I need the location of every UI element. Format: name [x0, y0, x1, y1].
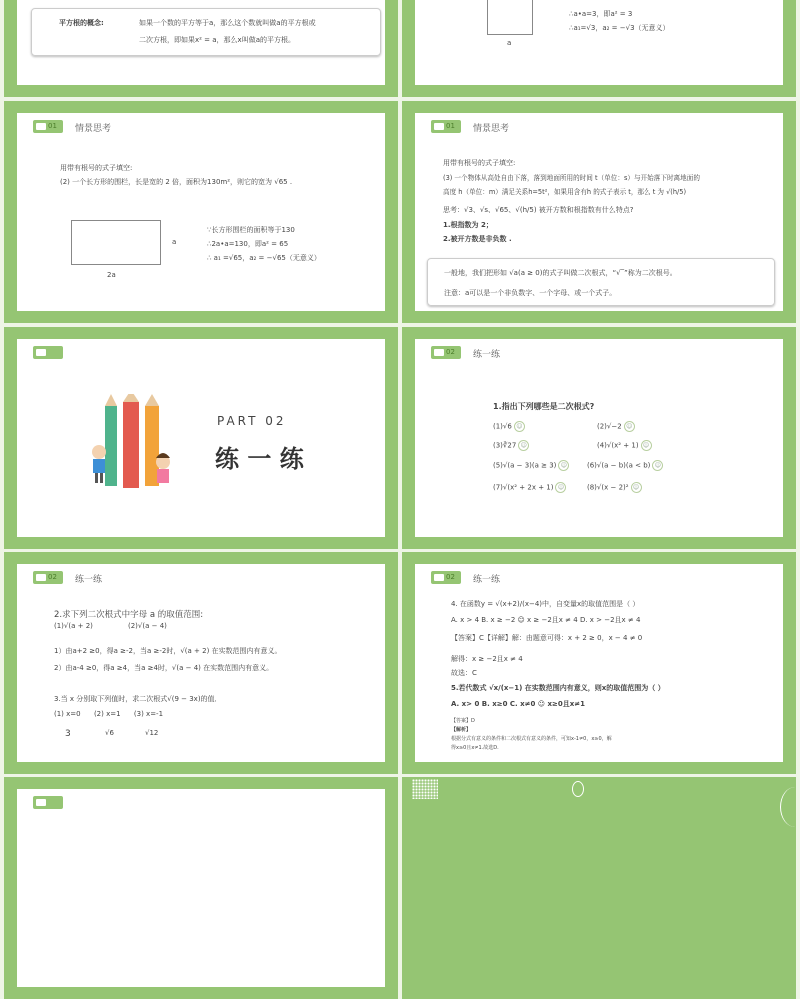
rectangle-diagram	[71, 220, 161, 265]
definition-box	[31, 8, 381, 56]
section-tag	[431, 346, 461, 359]
question-text: 2.求下列二次根式中字母 a 的取值范围:	[54, 610, 204, 620]
slide-thumbnail-5[interactable]	[4, 327, 398, 549]
section-tag	[33, 796, 63, 809]
square-diagram	[487, 0, 533, 35]
answer-line: 【答案】C【详解】解：由题意可得：x + 2 ≥ 0，x − 4 ≠ 0	[451, 634, 643, 642]
tag-square-icon	[434, 349, 444, 356]
smiley-icon: ☺	[555, 482, 566, 493]
option-item: (2)√−2 ☺	[597, 421, 635, 432]
section-tag	[431, 120, 461, 133]
section-tag	[431, 571, 461, 584]
dot-pattern-decoration	[412, 779, 438, 799]
option-item: (4)√(x² + 1) ☺	[597, 440, 652, 451]
definition-line: 二次方根，即如果x² = a，那么x叫做a的平方根。	[139, 36, 295, 44]
slide-canvas	[17, 789, 385, 987]
tag-square-icon	[434, 123, 444, 130]
definition-label: 平方根的概念:	[59, 19, 104, 27]
option-item: (7)√(x² + 2x + 1) ☺	[493, 482, 566, 493]
slide-canvas	[415, 113, 783, 311]
answer-line: 【答案】D	[451, 718, 475, 724]
part-label: PART 02	[217, 414, 287, 428]
side-label: 2a	[107, 271, 116, 279]
definition-line: 如果一个数的平方等于a，那么这个数就叫做a的平方根或	[139, 19, 316, 27]
solution-line: ∴ a₁ =√65，a₂ = −√65（无意义）	[207, 254, 321, 262]
answer-value: √6	[105, 729, 114, 737]
question-text: 3.当 x 分别取下列值时，求二次根式√(9 − 3x)的值．	[54, 695, 222, 703]
slide-title: 练一练	[473, 575, 501, 585]
tag-square-icon	[36, 123, 46, 130]
point-1: 1.根指数为 2；	[443, 221, 493, 229]
smiley-icon: ☺	[518, 440, 529, 451]
slide-thumbnail-2[interactable]	[402, 0, 796, 97]
question-intro: 用带有根号的式子填空:	[60, 164, 133, 172]
smiley-icon: ☺	[514, 421, 525, 432]
analysis-line: 根据分式有意义的条件和二次根式有意义的条件，可知x-1≠0，x≥0，解	[451, 736, 612, 742]
option-item: (5)√(a − 3)(a ≥ 3) ☺	[493, 460, 569, 471]
solution-line: 解得：x ≥ −2且x ≠ 4	[451, 655, 523, 663]
section-title: 练 一 练	[215, 445, 304, 473]
tag-number: 01	[446, 122, 455, 130]
slide-canvas	[415, 339, 783, 537]
side-label: a	[507, 39, 512, 47]
answer-value: √12	[145, 729, 159, 737]
question-text: 高度 h（单位：m）满足关系h=5t²，如果用含有h 的式子表示 t，那么 t 为 √(h/5)	[443, 188, 687, 196]
slide-thumbnail-10[interactable]	[402, 777, 796, 999]
arc-decoration	[780, 787, 800, 827]
tag-square-icon	[36, 574, 46, 581]
tag-square-icon	[36, 799, 46, 806]
slide-thumbnail-1[interactable]	[4, 0, 398, 97]
slide-thumbnail-6[interactable]	[402, 327, 796, 549]
smiley-icon: ☺	[641, 440, 652, 451]
sub-question: (1)√(a + 2)	[54, 622, 93, 630]
think-prompt: 思考：√3、√s、√65、√(h/5) 被开方数和根指数有什么特点?	[443, 206, 634, 214]
solution-line: ∵长方形围栏的面积等于130	[207, 226, 295, 234]
slide-title: 情景思考	[473, 124, 510, 134]
choice-line: 故选：C	[451, 669, 477, 677]
slide-thumbnail-7[interactable]	[4, 552, 398, 774]
analysis-line: 得x≥0且x≠1.故选D.	[451, 745, 499, 751]
point-2: 2.被开方数是非负数 .	[443, 235, 512, 243]
slide-canvas	[17, 113, 385, 311]
question-text: (3) 一个物体从高处自由下落，落到地面所用的时间 t（单位：s）与开始落下时离地面的	[443, 174, 700, 182]
slide-canvas	[17, 564, 385, 762]
pencils-kids-illustration	[77, 394, 187, 494]
side-label: a	[172, 238, 177, 246]
tag-square-icon	[434, 574, 444, 581]
slide-title: 情景思考	[75, 124, 112, 134]
options-line: A. x> 0 B. x≥0 C. x≠0 ☺ x≥0且x≠1	[451, 700, 586, 708]
question-text: 4. 在函数y = √(x+2)/(x−4)中，自变量x的取值范围是（ ）	[451, 600, 640, 608]
smiley-icon: ☺	[631, 482, 642, 493]
sub-question: (2)√(a − 4)	[128, 622, 167, 630]
answer-line: 1）由a+2 ≥0，得a ≥-2，当a ≥-2时，√(a + 2) 在实数范围内有意义。	[54, 647, 282, 655]
note-line: 注意：a可以是一个非负数字、一个字母、或一个式子。	[444, 289, 617, 297]
solution-line: ∴2a•a=130，即a² = 65	[207, 240, 289, 248]
section-tag	[33, 571, 63, 584]
slide-thumbnail-9[interactable]	[4, 777, 398, 999]
tag-number: 01	[48, 122, 57, 130]
slide-canvas	[17, 0, 385, 85]
slide-canvas	[415, 0, 783, 85]
question-text: 5.若代数式 √x/(x−1) 在实数范围内有意义，则x的取值范围为（ ）	[451, 684, 665, 692]
definition-line: 一般地，我们把形如 √a(a ≥ 0)的式子叫做二次根式，“√‾”称为二次根号。	[444, 269, 677, 277]
tag-number: 02	[48, 573, 57, 581]
tag-square-icon	[36, 349, 46, 356]
question-intro: 用带有根号的式子填空:	[443, 159, 516, 167]
question-text: (2) 一个长方形的围栏，长是宽的 2 倍，面积为130m²，则它的宽为 √65 .	[60, 178, 293, 186]
values-line: (1) x=0 (2) x=1 (3) x=-1	[54, 710, 164, 718]
tag-number: 02	[446, 573, 455, 581]
option-item: (1)√6 ☺	[493, 421, 525, 432]
definition-box	[427, 258, 775, 306]
smiley-icon: ☺	[558, 460, 569, 471]
smiley-icon: ☺	[624, 421, 635, 432]
option-item: (6)√(a − b)(a < b) ☺	[587, 460, 663, 471]
option-item: (3)∛27 ☺	[493, 440, 529, 451]
answer-value: 3	[65, 729, 71, 739]
options-line: A. x > 4 B. x ≥ −2 ☺ x ≥ −2且x ≠ 4 D. x > −2且x ≠ 4	[451, 616, 641, 624]
slide-title: 练一练	[75, 575, 103, 585]
slide-canvas	[17, 339, 385, 537]
slide-thumbnail-8[interactable]	[402, 552, 796, 774]
smiley-icon: ☺	[652, 460, 663, 471]
solution-line: ∴a₁=√3，a₂ = −√3（无意义）	[569, 24, 670, 32]
slide-thumbnail-4[interactable]	[402, 101, 796, 323]
slide-canvas	[415, 564, 783, 762]
solution-line: ∴a•a=3，即a² = 3	[569, 10, 633, 18]
analysis-label: 【解析】	[451, 727, 472, 733]
option-item: (8)√(x − 2)² ☺	[587, 482, 642, 493]
slide-title: 练一练	[473, 350, 501, 360]
section-tag	[33, 346, 63, 359]
slide-thumbnail-3[interactable]	[4, 101, 398, 323]
ring-decoration	[572, 781, 584, 797]
answer-line: 2）由a-4 ≥0，得a ≥4，当a ≥4时，√(a − 4) 在实数范围内有意义。	[54, 664, 274, 672]
tag-number: 02	[446, 348, 455, 356]
section-tag	[33, 120, 63, 133]
question-text: 1.指出下列哪些是二次根式?	[493, 402, 595, 411]
